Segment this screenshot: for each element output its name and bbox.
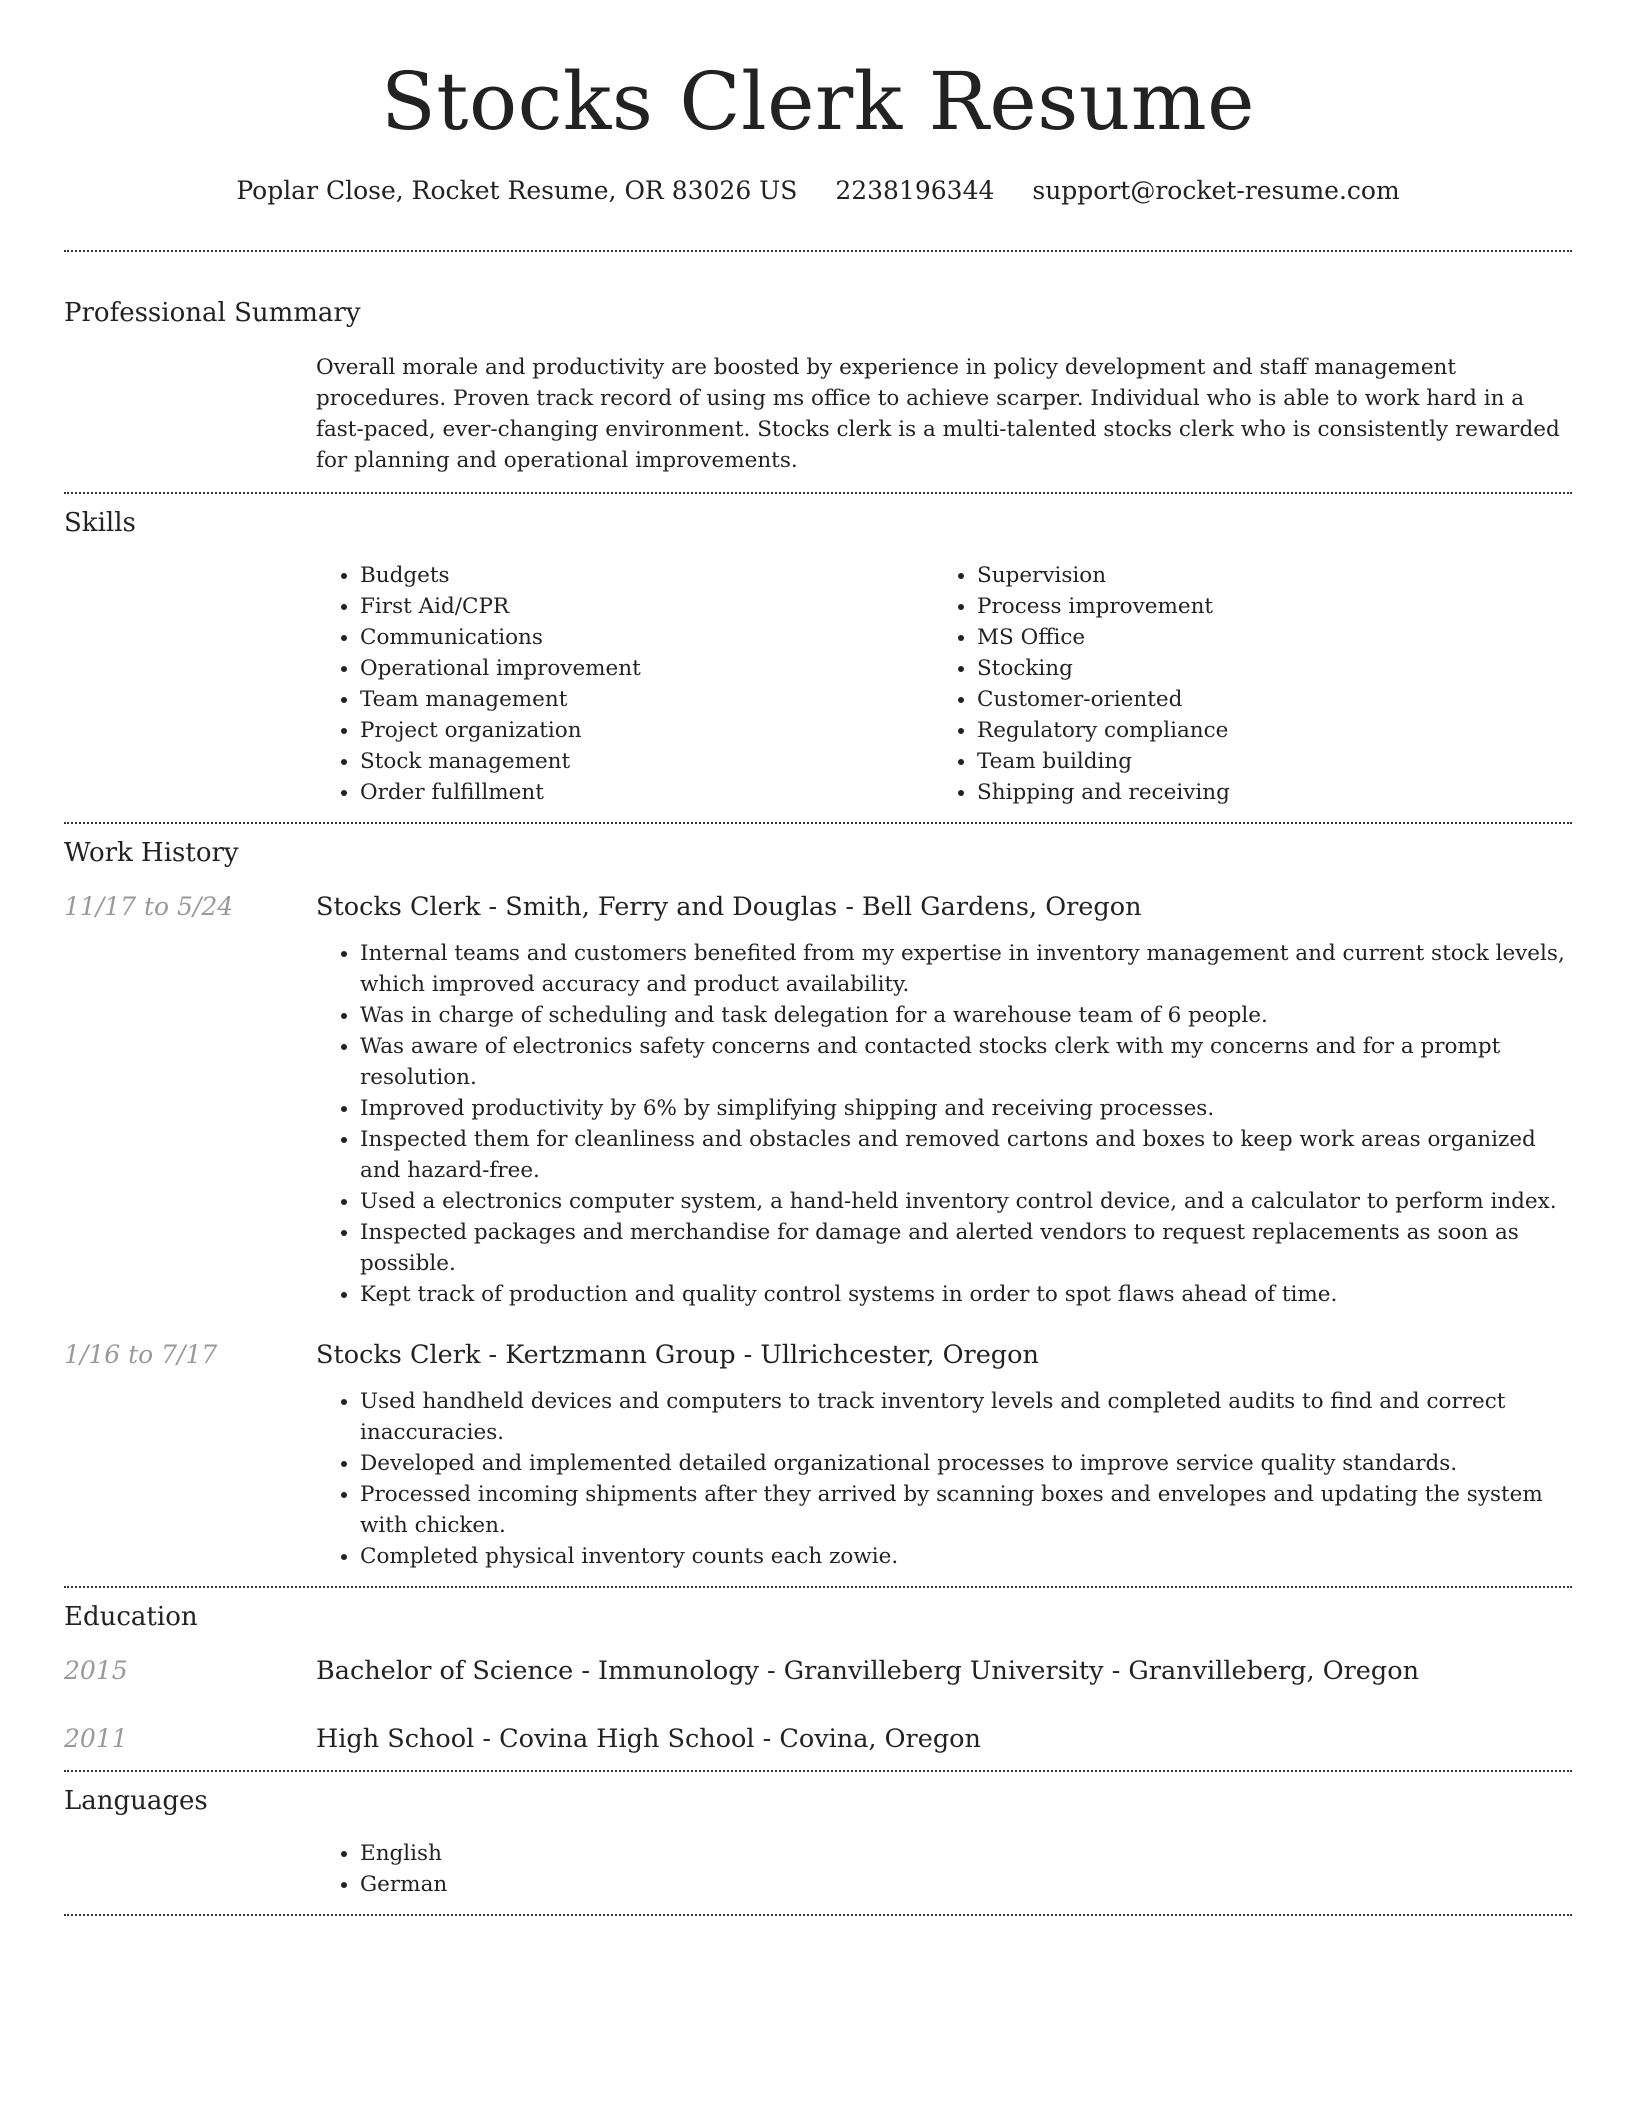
education-text: High School - Covina High School - Covina, Oregon — [316, 1724, 981, 1754]
languages-section — [64, 1772, 1572, 1914]
resume-title: Stocks Clerk Resume — [380, 55, 1256, 148]
skill-item: • Stocking — [977, 653, 1550, 684]
skill-item: • Stock management — [360, 746, 933, 777]
section-heading-education: Education — [64, 1602, 198, 1632]
skills-list-left — [316, 560, 933, 808]
job-entry — [64, 1338, 1572, 1586]
work-history-section — [64, 824, 1572, 1586]
summary-section — [64, 252, 1572, 492]
job-bullet: • Was in charge of scheduling and task delegation for a warehouse team of 6 people. — [360, 1000, 1572, 1031]
languages-list — [316, 1838, 1572, 1900]
job-dates: 11/17 to 5/24 — [64, 892, 234, 921]
job-bullet: • Kept track of production and quality control systems in order to spot flaws ahead of time. — [360, 1279, 1572, 1310]
education-year: 2011 — [64, 1724, 128, 1753]
education-year: 2015 — [64, 1656, 128, 1685]
job-bullets — [316, 938, 1572, 1310]
job-bullet: • Used a electronics computer system, a hand-held inventory control device, and a calculator to perform index. — [360, 1186, 1572, 1217]
summary-text: Overall morale and productivity are boosted by experience in policy development and staff management procedures. Proven track record of using ms office to achieve scarper. Individual who is able to work hard in a fast-paced, ever-changing environment. Stocks clerk is a multi-talented stocks clerk who is consistently rewarded for planning and operational improvements. — [316, 355, 1560, 473]
job-title: Stocks Clerk - Smith, Ferry and Douglas - Bell Gardens, Oregon — [316, 892, 1142, 922]
skill-item: • Operational improvement — [360, 653, 933, 684]
job-bullet: • Was aware of electronics safety concerns and contacted stocks clerk with my concerns and for a prompt resolution. — [360, 1031, 1572, 1093]
skill-item: • Supervision — [977, 560, 1550, 591]
skill-item: • Shipping and receiving — [977, 777, 1550, 808]
education-section — [64, 1588, 1572, 1770]
job-bullets — [316, 1386, 1572, 1572]
job-bullet: • Improved productivity by 6% by simplifying shipping and receiving processes. — [360, 1093, 1572, 1124]
job-bullet: • Inspected packages and merchandise for damage and alerted vendors to request replacements as soon as possible. — [360, 1217, 1572, 1279]
job-bullet: • Developed and implemented detailed organizational processes to improve service quality standards. — [360, 1448, 1572, 1479]
contact-line — [64, 174, 1572, 208]
skill-item: • Communications — [360, 622, 933, 653]
job-bullet: • Inspected them for cleanliness and obstacles and removed cartons and boxes to keep work areas organized and hazard-free. — [360, 1124, 1572, 1186]
resume-page — [64, 0, 1572, 1916]
section-heading-languages: Languages — [64, 1786, 208, 1816]
job-bullet: • Completed physical inventory counts each zowie. — [360, 1541, 1572, 1572]
education-entry — [64, 1654, 1572, 1688]
skill-item: • Regulatory compliance — [977, 715, 1550, 746]
job-bullet: • Internal teams and customers benefited from my expertise in inventory management and current stock levels, which improved accuracy and product availability. — [360, 938, 1572, 1000]
job-bullet: • Used handheld devices and computers to track inventory levels and completed audits to find and correct inaccuracies. — [360, 1386, 1572, 1448]
skills-list-right — [933, 560, 1550, 808]
contact-email: support@rocket-resume.com — [1032, 176, 1400, 205]
skill-item: • Project organization — [360, 715, 933, 746]
skill-item: • Process improvement — [977, 591, 1550, 622]
contact-address: Poplar Close, Rocket Resume, OR 83026 US — [236, 176, 798, 205]
skill-item: • MS Office — [977, 622, 1550, 653]
skill-item: • Team building — [977, 746, 1550, 777]
job-title: Stocks Clerk - Kertzmann Group - Ullrichcester, Oregon — [316, 1340, 1039, 1370]
section-heading-summary: Professional Summary — [64, 298, 361, 328]
skill-item: • First Aid/CPR — [360, 591, 933, 622]
skills-grid — [316, 560, 1572, 822]
language-item: • English — [360, 1838, 1572, 1869]
language-item: • German — [360, 1869, 1572, 1900]
skill-item: • Customer-oriented — [977, 684, 1550, 715]
skill-item: • Budgets — [360, 560, 933, 591]
section-heading-work: Work History — [64, 838, 239, 868]
education-text: Bachelor of Science - Immunology - Granvilleberg University - Granvilleberg, Oregon — [316, 1656, 1419, 1686]
skill-item: • Order fulfillment — [360, 777, 933, 808]
skill-item: • Team management — [360, 684, 933, 715]
skills-section — [64, 494, 1572, 822]
job-bullet: • Processed incoming shipments after they arrived by scanning boxes and envelopes and updating the system with chicken. — [360, 1479, 1572, 1541]
education-entry — [64, 1722, 1572, 1770]
divider — [64, 1914, 1572, 1916]
contact-phone: 2238196344 — [835, 176, 995, 205]
job-entry — [64, 890, 1572, 1310]
section-heading-skills: Skills — [64, 508, 136, 538]
job-dates: 1/16 to 7/17 — [64, 1340, 218, 1369]
